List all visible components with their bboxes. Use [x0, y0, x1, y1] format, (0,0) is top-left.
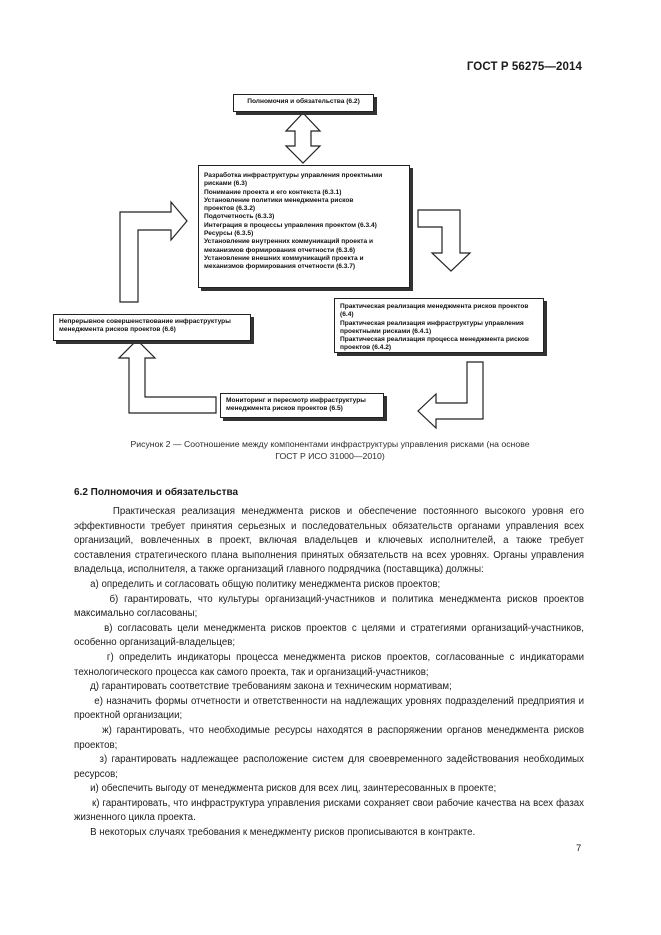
box-continual-improvement: [53, 314, 251, 341]
caption-line: Рисунок 2 — Соотношение между компонентами инфраструктуры управления рисками (на основе: [130, 439, 530, 449]
list-item: и) обеспечить выгоду от менеджмента рисков для всех лиц, заинтересованных в проекте;: [74, 783, 497, 795]
box-line: Непрерывное совершенствование инфраструктуры: [59, 318, 231, 325]
elbow-arrow-left-up-icon: [119, 340, 216, 413]
box-line: Практическая реализация процесса менеджмента рисков: [340, 336, 529, 344]
box-line: менеджмента рисков проектов (6.6): [59, 326, 176, 334]
paragraph: Практическая реализация менеджмента рисков и обеспечение постоянного высокого уровня его эффективности требует принятия серьезных и последовательных обязательств органами управления всех организаций, вовлеченных в проект, включая владельцев и ключевых исполнителей, а также требует составления стратегического плана выполнения принятых обязательств на всех уровнях. Органы управления владельца, исполнителя, а также организаций главного подрядчика (поставщика) должны:: [74, 506, 584, 576]
page-number: 7: [576, 843, 582, 854]
box-line: механизмов формирования отчетности (6.3.7): [204, 263, 356, 271]
box-line: Установление политики менеджмента рисков: [204, 196, 354, 204]
box-authority: [233, 94, 374, 112]
box-implementation: [334, 298, 544, 353]
box-line: Практическая реализация менеджмента рисков проектов (6.4): [340, 303, 529, 319]
list-item: ж) гарантировать, что необходимые ресурсы находятся в распоряжении органов менеджмента рисков проектов;: [74, 724, 584, 751]
box-line: проектов (6.3.2): [204, 205, 256, 213]
box-monitoring: [220, 393, 384, 418]
caption-line: ГОСТ Р ИСО 31000—2010): [275, 450, 385, 461]
figure-caption: [74, 439, 586, 462]
box-authority-label: Полномочия и обязательства (6.2): [247, 98, 360, 105]
box-line: менеджмента рисков проектов (6.5): [226, 405, 343, 413]
list-item: з) гарантировать надлежащее расположение систем для своевременного задействования необходимых ресурсов;: [74, 754, 584, 780]
box-line: Мониторинг и пересмотр инфраструктуры: [226, 397, 366, 404]
box-line: проектными рисками (6.4.1): [340, 327, 432, 335]
elbow-arrow-right-down-icon: [418, 210, 470, 271]
paragraph: В некоторых случаях требования к менеджменту рисков прописываются в контракте.: [74, 827, 476, 839]
box-line: Понимание проекта и его контекста (6.3.1): [204, 188, 342, 196]
double-arrow-icon: [286, 113, 320, 163]
body-text: [74, 505, 584, 841]
list-item: в) согласовать цели менеджмента рисков проектов с целями и стратегиями организаций-участников, особенно организаций-владельцев;: [74, 622, 584, 649]
elbow-arrow-down-left-icon: [418, 362, 483, 428]
list-item: к) гарантировать, что инфраструктура управления рисками сохраняет свои рабочие качества на всех фазах жизненного цикла проекта.: [74, 797, 584, 824]
box-line: Практическая реализация инфраструктуры управления: [340, 319, 524, 327]
list-item: г) определить индикаторы процесса менеджмента рисков проектов, согласованные с индикаторами технологического процесса как самого проекта, так и организаций-участников;: [74, 651, 584, 678]
list-item: б) гарантировать, что культуры организаций-участников и политика менеджмента рисков проектов максимально согласованы;: [74, 593, 584, 620]
list-item: е) назначить формы отчетности и ответственности на надлежащих уровнях подразделений предприятия и проектной организации;: [74, 695, 584, 722]
box-line: рисками (6.3): [204, 180, 248, 188]
box-line: Подотчетность (6.3.3): [204, 213, 275, 221]
box-line: механизмов формирования отчетности (6.3.6): [204, 246, 356, 254]
section-heading: 6.2 Полномочия и обязательства: [74, 487, 239, 498]
list-item: д) гарантировать соответствие требованиям закона и техническим нормативам;: [74, 681, 452, 693]
box-line: Интеграция в процессы управления проектом (6.3.4): [204, 221, 377, 229]
box-line: проектов (6.4.2): [340, 344, 392, 352]
box-line: Установление внутренних коммуникаций проекта и: [204, 238, 374, 246]
box-line: Ресурсы (6.3.5): [204, 230, 254, 238]
box-line: Установление внешних коммуникаций проекта и: [204, 254, 364, 262]
list-item: а) определить и согласовать общую политику менеджмента рисков проектов;: [74, 578, 441, 590]
elbow-arrow-up-right-icon: [120, 202, 187, 302]
document-id: ГОСТ Р 56275—2014: [466, 61, 582, 73]
box-infrastructure-design: [198, 165, 410, 288]
box-line: Разработка инфраструктуры управления проектными: [204, 172, 383, 179]
